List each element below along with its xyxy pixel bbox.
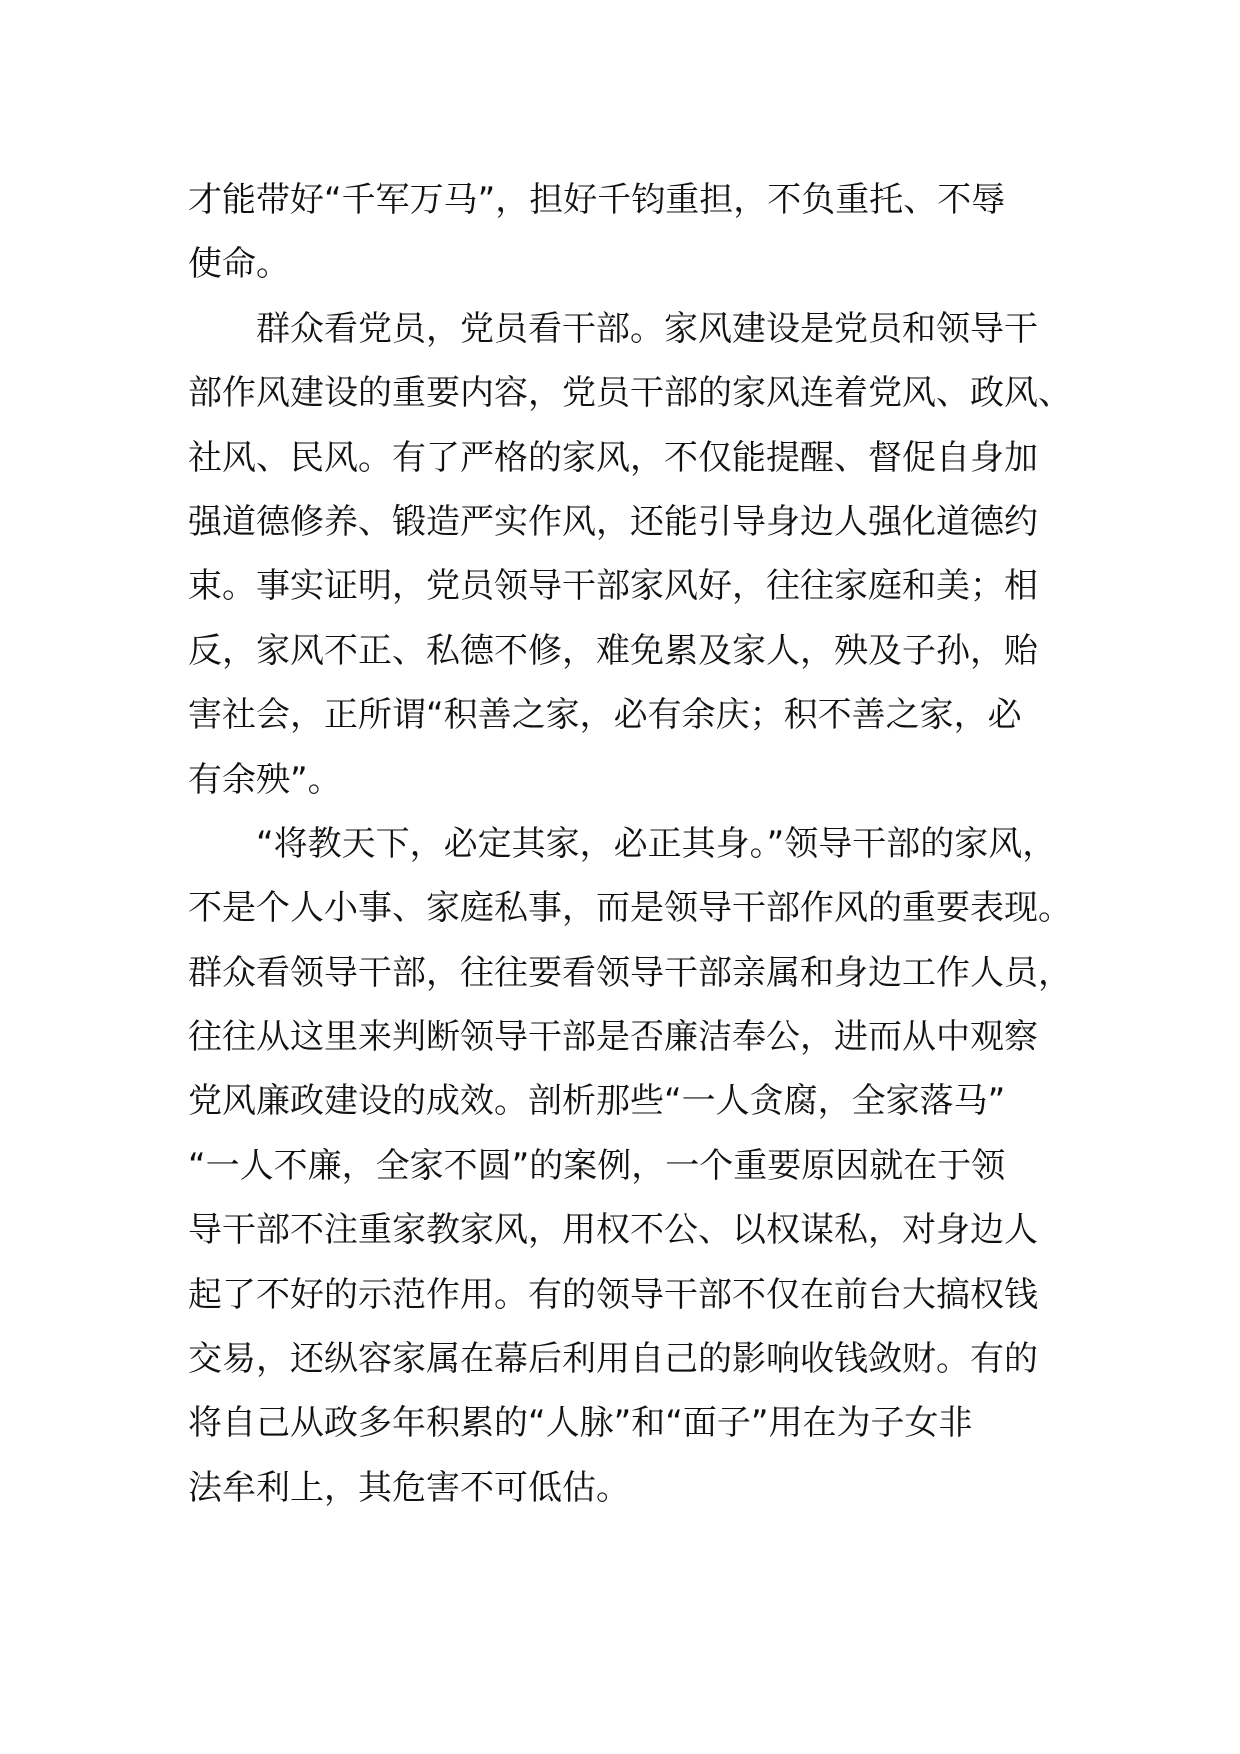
text-line: 党风廉政建设的成效。剖析那些“一人贪腐，全家落马” — [188, 1081, 1006, 1122]
text-line: 起了不好的示范作用。有的领导干部不仅在前台大搞权钱 — [188, 1274, 1038, 1315]
text-line: 才能带好“千军万马”，担好千钧重担，不负重托、不辱 — [188, 180, 1006, 220]
text-line: 将自己从政多年积累的“人脉”和“面子”用在为子女非 — [188, 1403, 973, 1444]
body-text — [188, 168, 1088, 1520]
text-line: 群众看领导干部，往往要看领导干部亲属和身边工作人员， — [188, 952, 1072, 993]
text-line: 部作风建设的重要内容，党员干部的家风连着党风、政风、 — [188, 373, 1072, 414]
text-line: 不是个人小事、家庭私事，而是领导干部作风的重要表现。 — [188, 888, 1072, 929]
text-line: 社风、民风。有了严格的家风，不仅能提醒、督促自身加 — [188, 437, 1038, 478]
text-line: 害社会，正所谓“积善之家，必有余庆；积不善之家，必 — [188, 695, 1022, 736]
text-line: 群众看党员，党员看干部。家风建设是党员和领导干 — [188, 308, 1038, 349]
text-line: 法牟利上，其危害不可低估。 — [188, 1467, 630, 1508]
text-line: 交易，还纵容家属在幕后利用自己的影响收钱敛财。有的 — [188, 1339, 1038, 1380]
text-line: “将教天下，必定其家，必正其身。”领导干部的家风， — [188, 823, 1057, 864]
text-line: 导干部不注重家教家风，用权不公、以权谋私，对身边人 — [188, 1210, 1038, 1251]
text-line: “一人不廉，全家不圆”的案例，一个重要原因就在于领 — [188, 1145, 1006, 1186]
text-line: 束。事实证明，党员领导干部家风好，往往家庭和美；相 — [188, 566, 1038, 607]
text-line: 反，家风不正、私德不修，难免累及家人，殃及子孙，贻 — [188, 630, 1038, 671]
text-line: 有余殃”。 — [188, 759, 342, 800]
text-line: 往往从这里来判断领导干部是否廉洁奉公，进而从中观察 — [188, 1017, 1038, 1058]
text-line: 强道德修养、锻造严实作风，还能引导身边人强化道德约 — [188, 501, 1038, 542]
text-line: 使命。 — [188, 244, 290, 285]
